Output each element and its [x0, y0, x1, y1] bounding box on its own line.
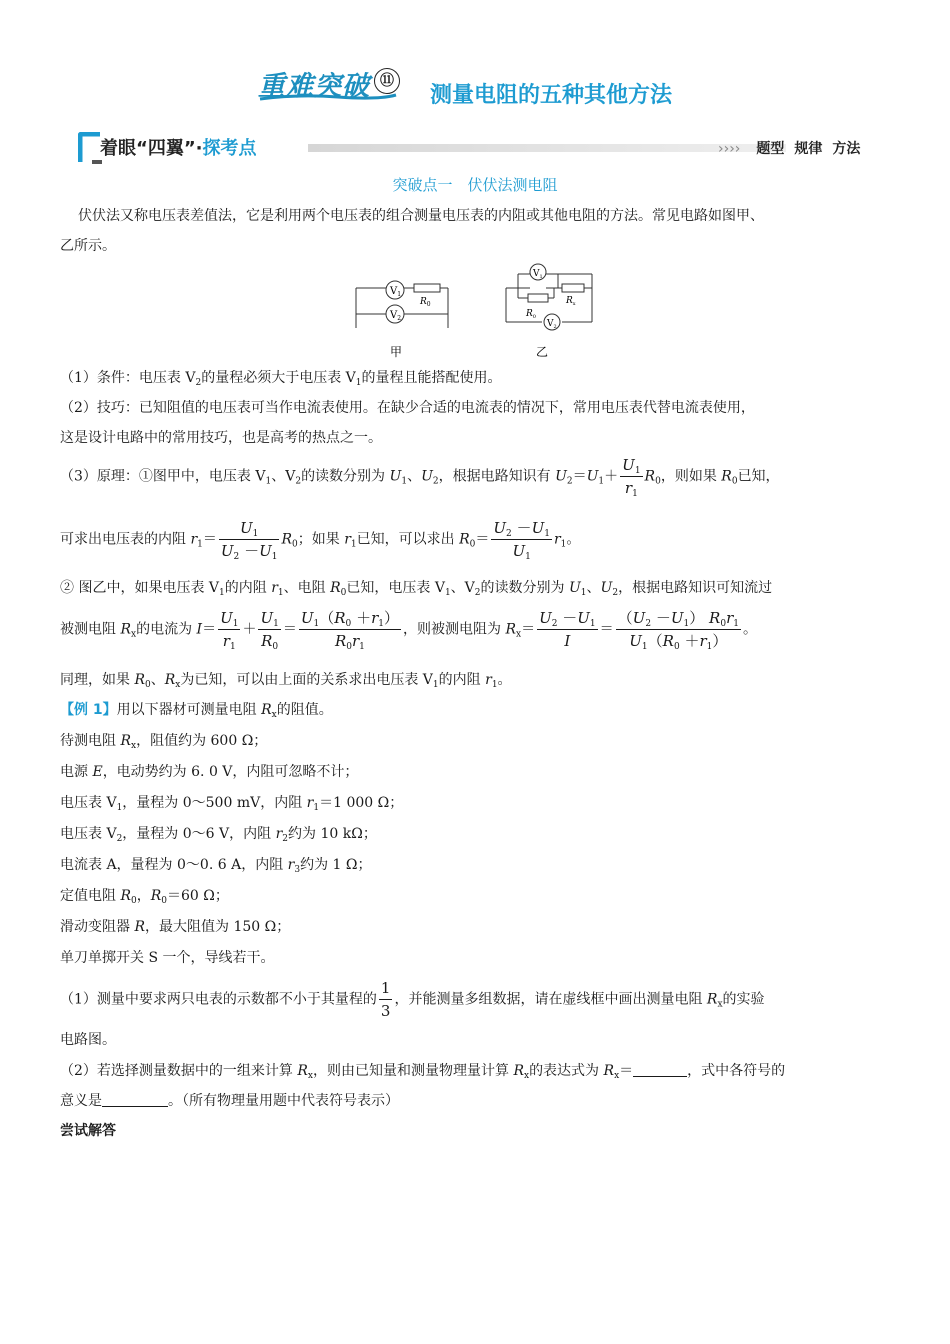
- svg-text:R0: $R_0$: [420, 297, 431, 308]
- fraction-r0-formula: $\frac{U_2 -U_1}{U_1}$: [493, 519, 550, 562]
- banner-tag-method: 方法: [832, 141, 861, 157]
- equipment-item: 单刀单掷开关 S 一个，导线若干。: [60, 950, 275, 966]
- fraction-r1-formula: $\frac{U_1}{U_2 -U_1}$: [220, 519, 278, 562]
- svg-text:R0: $R_0$: [526, 309, 536, 320]
- point-2-line-2: 这是设计电路中的常用技巧，也是高考的热点之一。: [60, 430, 382, 446]
- intro-line-1: 伏伏法又称电压表差值法，它是利用两个电压表的组合测量电压表的内阻或其他电阻的方法。常见电路如图甲、: [78, 208, 764, 224]
- circuit-yi-caption: 乙: [535, 345, 549, 359]
- fraction-u1-r1: $\frac{U_1}{r_1}$: [220, 609, 239, 652]
- chevrons-icon: ››››: [718, 141, 741, 157]
- svg-text:V2: $V_2$: [547, 319, 557, 330]
- fraction-rx-final: $\frac{(U_2 -U_1) R_0r_1}{U_1(R_0 +r_1)}$: [617, 609, 739, 652]
- answer-blank-meaning[interactable]: [102, 1106, 168, 1107]
- series-text: 重难突破: [258, 71, 370, 102]
- equipment-item: 待测电阻 $R_x$，阻值约为 600 Ω；: [60, 733, 268, 751]
- equipment-item: 电压表 $V_2$，量程为 0～6 V，内阻 $r_2$约为 10 kΩ；: [60, 826, 377, 844]
- fraction-u1-r0: $\frac{U_1}{R_0}$: [260, 609, 279, 652]
- intro-line-2: 乙所示。: [60, 238, 116, 254]
- svg-text:V1: $V_1$: [390, 286, 402, 298]
- fraction-one-third: $\frac{1}{3}$: [380, 979, 391, 1020]
- question-1-line-1: （1）测量中要求两只电表的示数都不小于其量程的 $\frac{1}{3}$ ，并能测量多组数据，请在虚线框中画出测量电阻 $R_x$的实验: [60, 979, 765, 1020]
- circuit-jia-diagram: [348, 268, 458, 360]
- answer-blank-expression[interactable]: [633, 1076, 687, 1077]
- example-stem: 【例 1】用以下器材可测量电阻 $R_x$的阻值。: [60, 702, 333, 720]
- svg-text:Rx: $R_x$: [566, 296, 576, 307]
- banner-left-text: 着眼“四翼”: [100, 138, 196, 159]
- equipment-item: 电流表 A，量程为 0～0. 6 A，内阻 $r_3$约为 1 Ω；: [60, 857, 372, 875]
- point-4-line-1: ② 图乙中，如果电压表 $V_1$的内阻 $r_1$、电阻 $R_0$已知，电压表 $V_1$、$V_2$的读数分别为 $U_1$、$U_2$，根据电路知识可知流过: [60, 580, 773, 598]
- banner-accent-text: 探考点: [202, 138, 257, 159]
- point-2-line-1: （2）技巧：已知阻值的电压表可当作电流表使用。在缺少合适的电流表的情况下，常用电压表代替电流表使用，: [60, 400, 755, 416]
- answer-label: 尝试解答: [60, 1123, 116, 1139]
- equipment-item: 滑动变阻器 R，最大阻值为 150 Ω；: [60, 919, 291, 935]
- fraction-rx-diff: $\frac{U_2 -U_1}{I}$: [539, 609, 596, 650]
- equipment-item: 电压表 $V_1$，量程为 0～500 mV，内阻 $r_1=1$ 000 Ω；: [60, 795, 404, 813]
- voltmeter-v1-icon: [530, 264, 546, 280]
- point-3-formula-line: 可求出电压表的内阻 $r_1=$ $\frac{U_1}{U_2 -U_1}$ $R_0$；如果 $r_1$已知，可以求出 $R_0=$ $\frac{U_2 -U_1}{U_1}$ $r_1$。: [60, 519, 581, 562]
- equipment-item: 电源 E，电动势约为 6. 0 V，内阻可忽略不计；: [60, 764, 359, 780]
- title-main-text: 测量电阻的五种其他方法: [430, 83, 673, 108]
- question-2-line-2: 意义是 。（所有物理量用题中代表符号表示）: [60, 1093, 399, 1109]
- equipment-item: 定值电阻 $R_0$，$R_0=60$ Ω；: [60, 888, 229, 906]
- title-swoosh-decoration: [258, 92, 398, 102]
- banner-tags: [718, 138, 860, 158]
- voltmeter-v2-icon: [544, 314, 560, 330]
- section-title: 突破点一 伏伏法测电阻: [392, 176, 558, 194]
- circuit-jia-caption: 甲: [389, 345, 403, 359]
- fraction-u1-over-r1: $\frac{U_1}{r_1}$: [622, 456, 641, 499]
- fraction-current-combined: $\frac{U_1(R_0 +r_1)}{R_0r_1}$: [300, 609, 399, 652]
- circuit-yi-diagram: [500, 260, 600, 360]
- voltmeter-v2-icon: [386, 305, 404, 323]
- point-5-line: 同理，如果 $R_0$、$R_x$为已知，可以由上面的关系求出电压表 $V_1$的内阻 $r_1$。: [60, 672, 512, 690]
- resistor-r0-icon: [525, 294, 548, 320]
- voltmeter-v1-icon: [386, 281, 404, 299]
- section-banner: [78, 130, 878, 166]
- point-1-condition: （1）条件：电压表 $V_2$的量程必须大于电压表 $V_1$的量程且能搭配使用。: [60, 370, 502, 388]
- banner-tag-rule: 规律: [794, 141, 823, 157]
- point-4-formula-line: 被测电阻 $R_x$的电流为 I＝ $\frac{U_1}{r_1}$ ＋ $\frac{U_1}{R_0}$ ＝ $\frac{U_1(R_0 +r_1)}{R_0r_1}$ ，则被测电阻为 $R_x=$ $\frac{U_2 -U_1}{I}$ ＝ $\frac{(U_2 -U_1) R_0r_1}{U_1(R_0 +r_1)}$ 。: [60, 609, 757, 652]
- example-tag: 【例 1】: [60, 702, 117, 718]
- question-2-line-1: （2）若选择测量数据中的一组来计算 $R_x$，则由已知量和测量物理量计算 $R_x$的表达式为 $R_x=$ ，式中各符号的: [60, 1063, 786, 1081]
- banner-bar: [308, 144, 786, 152]
- question-1-line-2: 电路图。: [60, 1032, 116, 1048]
- banner-tag-type: 题型: [756, 141, 785, 157]
- resistor-rx-icon: [562, 284, 584, 307]
- point-3-principle: （3）原理：①图甲中，电压表 $V_1$、$V_2$的读数分别为 $U_1$、$U_2$，根据电路知识有 $U_2=U_1+$ $\frac{U_1}{r_1}$ $R_0$，则如果 $R_0$已知，: [60, 456, 780, 499]
- title-number-badge: ⑪: [374, 68, 400, 94]
- document-title: [258, 62, 718, 106]
- banner-title: [100, 134, 257, 160]
- banner-dot: ·: [195, 138, 203, 159]
- resistor-r0-icon: [414, 284, 440, 308]
- svg-text:V1: $V_1$: [533, 269, 543, 280]
- svg-text:V2: $V_2$: [390, 310, 402, 322]
